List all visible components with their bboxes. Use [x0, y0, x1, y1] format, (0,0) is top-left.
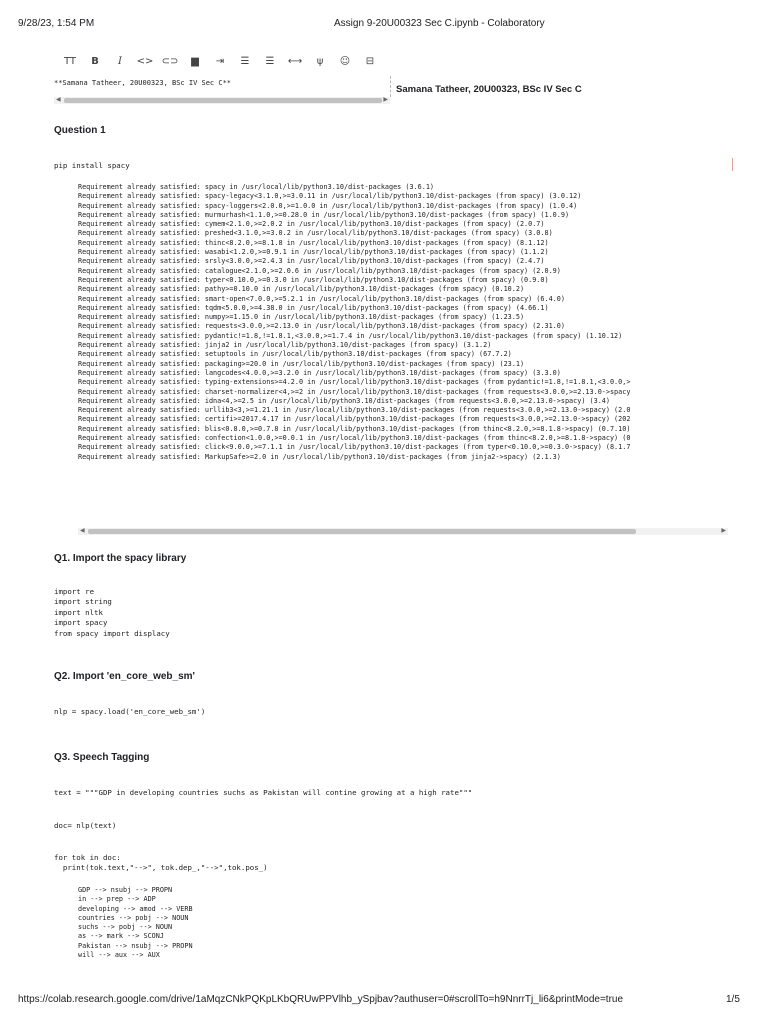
output-line: Requirement already satisfied: pydantic!=1.8,!=1.8.1,<3.0.0,>=1.7.4 in /usr/local/lib/python3.10/dist-packages (from spacy) (1.10.12): [78, 331, 623, 340]
output-line: GDP --> nsubj --> PROPN: [78, 886, 173, 894]
italic-button[interactable]: I: [118, 55, 122, 67]
tagging-output: [78, 886, 728, 981]
output-line: Requirement already satisfied: spacy in /usr/local/lib/python3.10/dist-packages (3.6.1): [78, 183, 435, 191]
output-line: Requirement already satisfied: catalogue<2.1.0,>=2.0.6 in /usr/local/lib/python3.10/dist-packages (from spacy) (2.0.9): [78, 266, 561, 275]
output-line: Requirement already satisfied: murmurhash<1.1.0,>=0.28.0 in /usr/local/lib/python3.10/dist-packages (from spacy) (1.0.9): [78, 210, 570, 219]
output-line: Requirement already satisfied: confection<1.0.0,>=0.0.1 in /usr/local/lib/python3.10/dist-packages (from thinc<8.2.0,>=8.1.8->spacy) (0: [78, 434, 631, 443]
output-line: Requirement already satisfied: thinc<8.2.0,>=8.1.8 in /usr/local/lib/python3.10/dist-packages (from spacy) (8.1.12): [78, 238, 549, 247]
q3-heading: Q3. Speech Tagging: [54, 752, 150, 763]
output-line: Requirement already satisfied: MarkupSafe>=2.0 in /usr/local/lib/python3.10/dist-packages (from jinja2->spacy) (2.1.3): [78, 452, 561, 461]
output-line: Requirement already satisfied: certifi>=2017.4.17 in /usr/local/lib/python3.10/dist-packages (from requests<3.0.0,>=2.13.0->spacy) (202: [78, 415, 631, 424]
pip-output: [78, 183, 728, 521]
output-line: Requirement already satisfied: jinja2 in /usr/local/lib/python3.10/dist-packages (from spacy) (3.1.2): [78, 341, 492, 350]
output-line: Requirement already satisfied: typing-extensions>=4.2.0 in /usr/local/lib/python3.10/dist-packages (from pydantic!=1.8,!=1.8.1,<3.0.0,>: [78, 378, 631, 387]
scroll-left-icon[interactable]: ◀: [80, 527, 85, 534]
output-line: as --> mark --> SCONJ: [78, 932, 164, 941]
output-line: Requirement already satisfied: blis<0.8.0,>=0.7.8 in /usr/local/lib/python3.10/dist-packages (from thinc<8.2.0,>=8.1.8->spacy) (0.7.10): [78, 424, 631, 433]
q1-heading: Q1. Import the spacy library: [54, 553, 187, 564]
markdown-preview: Samana Tatheer, 20U00323, BSc IV Sec C: [396, 84, 582, 95]
bulleted-list-icon[interactable]: ☰: [265, 55, 275, 67]
output-line: Requirement already satisfied: urllib3<3,>=1.21.1 in /usr/local/lib/python3.10/dist-packages (from requests<3.0.0,>=2.13.0->spacy) (2.0: [78, 406, 631, 415]
code-button[interactable]: <>: [136, 55, 154, 67]
psi-icon[interactable]: ψ: [316, 55, 324, 67]
output-line: Requirement already satisfied: tqdm<5.0.0,>=4.38.0 in /usr/local/lib/python3.10/dist-packages (from spacy) (4.66.1): [78, 303, 549, 312]
output-line: Requirement already satisfied: packaging>=20.0 in /usr/local/lib/python3.10/dist-packages (from spacy) (23.1): [78, 359, 525, 368]
print-page-number: 1/5: [726, 994, 740, 1005]
output-line: developing --> amod --> VERB: [78, 904, 193, 913]
pip-code-cell[interactable]: pip install spacy: [54, 161, 130, 170]
print-datetime: 9/28/23, 1:54 PM: [18, 18, 95, 29]
scroll-right-icon[interactable]: ▶: [383, 96, 388, 103]
output-line: Requirement already satisfied: requests<3.0.0,>=2.13.0 in /usr/local/lib/python3.10/dist-packages (from spacy) (2.31.0): [78, 322, 565, 331]
question1-heading: Question 1: [54, 125, 106, 136]
text-code-cell[interactable]: text = """GDP in developing countries suchs as Pakistan will contine growing at a high rate""": [54, 788, 473, 797]
horizontal-rule-icon[interactable]: ⟷: [287, 55, 303, 67]
output-line: Requirement already satisfied: spacy-loggers<2.0.0,>=1.0.0 in /usr/local/lib/python3.10/dist-packages (from spacy) (1.0.4): [78, 201, 578, 210]
output-line: Requirement already satisfied: typer<0.10.0,>=0.3.0 in /usr/local/lib/python3.10/dist-packages (from spacy) (0.9.0): [78, 275, 549, 284]
output-line: Requirement already satisfied: smart-open<7.0.0,>=5.2.1 in /usr/local/lib/python3.10/dist-packages (from spacy) (6.4.0): [78, 294, 565, 303]
markdown-source-text: **Samana Tatheer, 20U00323, BSc IV Sec C**: [54, 79, 232, 87]
loop-code-cell[interactable]: for tok in doc: print(tok.text,"-->", tok.dep_,"-->",tok.pos_): [54, 853, 268, 873]
output-line: Requirement already satisfied: setuptools in /usr/local/lib/python3.10/dist-packages (from spacy) (67.7.2): [78, 350, 512, 359]
output-line: Requirement already satisfied: numpy>=1.15.0 in /usr/local/lib/python3.10/dist-packages (from spacy) (1.23.5): [78, 313, 525, 322]
scrollbar-thumb[interactable]: [88, 529, 636, 534]
load-model-code-cell[interactable]: nlp = spacy.load('en_core_web_sm'): [54, 707, 206, 716]
output-line: suchs --> pobj --> NOUN: [78, 923, 173, 932]
markdown-toolbar: [62, 53, 387, 69]
print-doc-title: Assign 9-20U00323 Sec C.ipynb - Colaboratory: [334, 18, 545, 29]
output-line: Requirement already satisfied: spacy-legacy<3.1.0,>=3.0.11 in /usr/local/lib/python3.10/dist-packages (from spacy) (3.0.12): [78, 192, 582, 201]
scrollbar-thumb[interactable]: [64, 98, 382, 103]
output-line: Requirement already satisfied: click<9.0.0,>=7.1.1 in /usr/local/lib/python3.10/dist-packages (from typer<0.10.0,>=0.3.0->spacy) (8.1.7: [78, 443, 631, 452]
output-line: Requirement already satisfied: idna<4,>=2.5 in /usr/local/lib/python3.10/dist-packages (from requests<3.0.0,>=2.13.0->spacy) (3.4): [78, 396, 610, 405]
output-line: Requirement already satisfied: charset-normalizer<4,>=2 in /usr/local/lib/python3.10/dist-packages (from requests<3.0.0,>=2.13.0->spacy: [78, 387, 631, 396]
preview-icon[interactable]: ⊟: [365, 55, 375, 67]
scroll-right-icon[interactable]: ▶: [721, 527, 726, 534]
scroll-left-icon[interactable]: ◀: [56, 96, 61, 103]
indent-icon[interactable]: ⇥: [215, 55, 225, 67]
output-line: Pakistan --> nsubj --> PROPN: [78, 941, 193, 950]
output-line: Requirement already satisfied: preshed<3.1.0,>=3.0.2 in /usr/local/lib/python3.10/dist-packages (from spacy) (3.0.8): [78, 229, 553, 238]
output-line: Requirement already satisfied: cymem<2.1.0,>=2.0.2 in /usr/local/lib/python3.10/dist-packages (from spacy) (2.0.7): [78, 220, 545, 229]
emoji-icon[interactable]: ☺: [339, 55, 351, 67]
doc-code-cell[interactable]: doc= nlp(text): [54, 821, 117, 830]
import-code-cell[interactable]: import re import string import nltk import spacy from spacy import displacy: [54, 587, 170, 638]
output-horizontal-scrollbar[interactable]: [78, 528, 728, 535]
output-line: in --> prep --> ADP: [78, 895, 156, 904]
markdown-horizontal-scrollbar[interactable]: [54, 97, 390, 104]
output-line: Requirement already satisfied: pathy>=0.10.0 in /usr/local/lib/python3.10/dist-packages (from spacy) (0.10.2): [78, 285, 525, 294]
markdown-source-editor[interactable]: [54, 76, 391, 97]
text-cursor: [732, 158, 733, 171]
output-line: countries --> pobj --> NOUN: [78, 913, 189, 922]
output-line: Requirement already satisfied: wasabi<1.2.0,>=0.9.1 in /usr/local/lib/python3.10/dist-packages (from spacy) (1.1.2): [78, 248, 549, 257]
output-line: will --> aux --> AUX: [78, 951, 160, 960]
output-line: Requirement already satisfied: srsly<3.0.0,>=2.4.3 in /usr/local/lib/python3.10/dist-packages (from spacy) (2.4.7): [78, 257, 545, 266]
print-url: https://colab.research.google.com/drive/1aMqzCNkPQKpLKbQRUwPPVlhb_ySpjbav?authuser=0#scrollTo=h9NnrrTj_li6&printMode=true: [18, 994, 624, 1005]
q2-heading: Q2. Import 'en_core_web_sm': [54, 671, 195, 682]
image-icon[interactable]: ▆: [191, 55, 199, 67]
text-size-icon[interactable]: TT: [63, 55, 77, 67]
link-icon[interactable]: ⊂⊃: [161, 55, 179, 67]
output-line: Requirement already satisfied: langcodes<4.0.0,>=3.2.0 in /usr/local/lib/python3.10/dist-packages (from spacy) (3.3.0): [78, 368, 561, 377]
numbered-list-icon[interactable]: ☰: [240, 55, 250, 67]
bold-button[interactable]: B: [91, 55, 99, 67]
